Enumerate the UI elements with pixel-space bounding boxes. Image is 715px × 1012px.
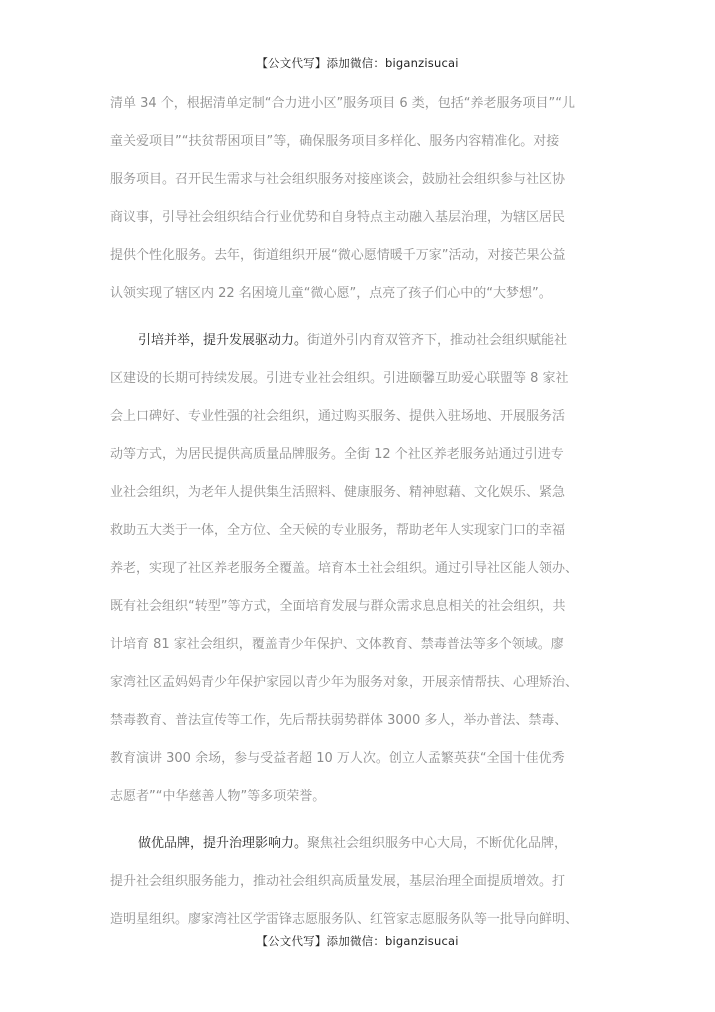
paragraph-line: 教育演讲 300 余场，参与受益者超 10 万人次。创立人孟繁英获“全国十佳优秀 (110, 751, 565, 766)
paragraph-line: 提升社会组织服务能力，推动社会组织高质量发展，基层治理全面提质增效。打 (110, 874, 566, 889)
paragraph-lead-heading: 做优品牌，提升治理影响力。 (138, 836, 308, 851)
paragraph-line: 计培育 81 家社会组织，覆盖青少年保护、文体教育、禁毒普法等多个领域。廖 (110, 637, 564, 652)
paragraph-first-line-text: 街道外引内育双管齐下，推动社会组织赋能社 (307, 333, 568, 348)
paragraph-line: 养老，实现了社区养老服务全覆盖。培育本土社会组织。通过引导社区能人领办、 (110, 561, 579, 576)
paragraph-line: 童关爱项目”“扶贫帮困项目”等，确保服务项目多样化、服务内容精准化。对接 (110, 134, 560, 149)
paragraph-line: 志愿者”“中华慈善人物”等多项荣誉。 (110, 789, 326, 804)
paragraph-line: 会上口碑好、专业性强的社会组织，通过购买服务、提供入驻场地、开展服务活 (110, 409, 566, 424)
paragraph-line: 认领实现了辖区内 22 名困境儿童“微心愿”，点亮了孩子们心中的“大梦想”。 (110, 286, 552, 301)
paragraph-line: 动等方式，为居民提供高质量品牌服务。全街 12 个社区养老服务站通过引进专 (110, 447, 564, 462)
paragraph-line: 区建设的长期可持续发展。引进专业社会组织。引进颐馨互助爱心联盟等 8 家社 (110, 371, 569, 386)
paragraph-line: 既有社会组织“转型”等方式，全面培育发展与群众需求息息相关的社会组织，共 (110, 599, 566, 614)
paragraph-lead-heading: 引培并举，提升发展驱动力。 (138, 333, 308, 348)
paragraph-line: 救助五大类于一体，全方位、全天候的专业服务，帮助老年人实现家门口的幸福 (110, 523, 566, 538)
footer-watermark: 【公文代写】添加微信：biganzisucai (256, 934, 459, 948)
paragraph-line: 服务项目。召开民生需求与社会组织服务对接座谈会，鼓励社会组织参与社区协 (110, 172, 566, 187)
paragraph-line: 家湾社区孟妈妈青少年保护家园以青少年为服务对象，开展亲情帮扶、心理矫治、 (110, 675, 579, 690)
header-watermark: 【公文代写】添加微信：biganzisucai (256, 56, 459, 70)
paragraph-line: 商议事，引导社会组织结合行业优势和自身特点主动融入基层治理，为辖区居民 (110, 210, 566, 225)
paragraph-line: 提供个性化服务。去年，街道组织开展“微心愿情暖千万家”活动，对接芒果公益 (110, 248, 566, 263)
paragraph-first-line-text: 聚焦社会组织服务中心大局，不断优化品牌， (307, 836, 568, 851)
paragraph-line: 造明星组织。廖家湾社区学雷锋志愿服务队、红管家志愿服务队等一批导向鲜明、 (110, 912, 579, 927)
paragraph-line: 业社会组织，为老年人提供集生活照料、健康服务、精神慰藉、文化娱乐、紧急 (110, 485, 566, 500)
paragraph-line: 清单 34 个，根据清单定制“合力进小区”服务项目 6 类，包括“养老服务项目”“儿 (110, 96, 576, 111)
paragraph-first-line (138, 331, 610, 351)
paragraph-line: 禁毒教育、普法宣传等工作，先后帮扶弱势群体 3000 多人，举办普法、禁毒、 (110, 713, 568, 728)
paragraph-first-line (138, 834, 610, 854)
